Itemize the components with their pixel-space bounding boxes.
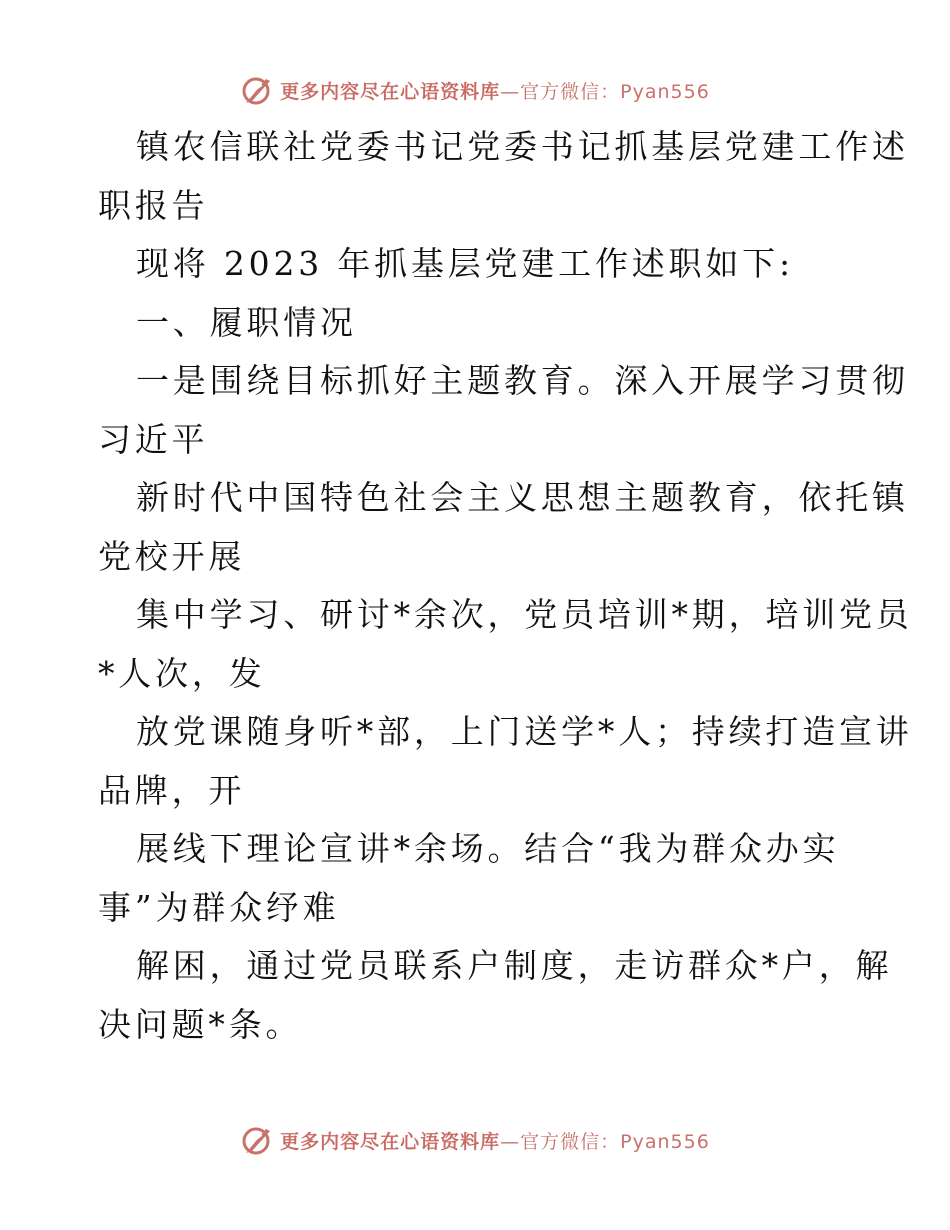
feather-pen-circle-icon: [240, 1123, 274, 1157]
watermark-dash: —: [500, 80, 521, 103]
document-title-line-1: 镇农信联社党委书记党委书记抓基层党建工作述: [136, 127, 909, 166]
header-watermark: [0, 70, 950, 110]
watermark-site-text: 更多内容尽在心语资料库: [280, 1130, 501, 1153]
paragraph-line: 事”为群众纾难: [98, 887, 340, 927]
paragraph-line: 党校开展: [98, 536, 246, 576]
feather-pen-circle-icon: [240, 73, 274, 107]
watermark-text: [280, 1127, 710, 1154]
paragraph-line: 习近平: [98, 419, 209, 459]
paragraph-line: 决问题*条。: [98, 1004, 303, 1044]
paragraph-line: 品牌，开: [98, 770, 246, 810]
paragraph-line: 放党课随身听*部，上门送学*人；持续打造宣讲: [136, 712, 913, 751]
paragraph-line: *人次，发: [98, 653, 266, 693]
document-body: [98, 118, 913, 1054]
paragraph-line: 一是围绕目标抓好主题教育。深入开展学习贯彻: [136, 361, 909, 400]
paragraph-line: 展线下理论宣讲*余场。结合“我为群众办实: [136, 829, 840, 868]
paragraph-line: 现将 2023 年抓基层党建工作述职如下:: [136, 244, 794, 283]
document-title-line-2: 职报告: [98, 185, 209, 225]
paragraph-line: 新时代中国特色社会主义思想主题教育，依托镇: [136, 478, 909, 517]
watermark-wechat-text: 官方微信：Pyan556: [520, 1130, 710, 1153]
watermark-dash: —: [500, 1130, 521, 1153]
section-heading: 一、履职情况: [136, 302, 357, 342]
watermark-wechat-text: 官方微信：Pyan556: [520, 80, 710, 103]
watermark-text: [280, 77, 710, 104]
watermark-site-text: 更多内容尽在心语资料库: [280, 80, 501, 103]
paragraph-line: 解困，通过党员联系户制度，走访群众*户，解: [136, 946, 893, 985]
footer-watermark: [0, 1120, 950, 1160]
paragraph-line: 集中学习、研讨*余次，党员培训*期，培训党员: [136, 595, 913, 634]
